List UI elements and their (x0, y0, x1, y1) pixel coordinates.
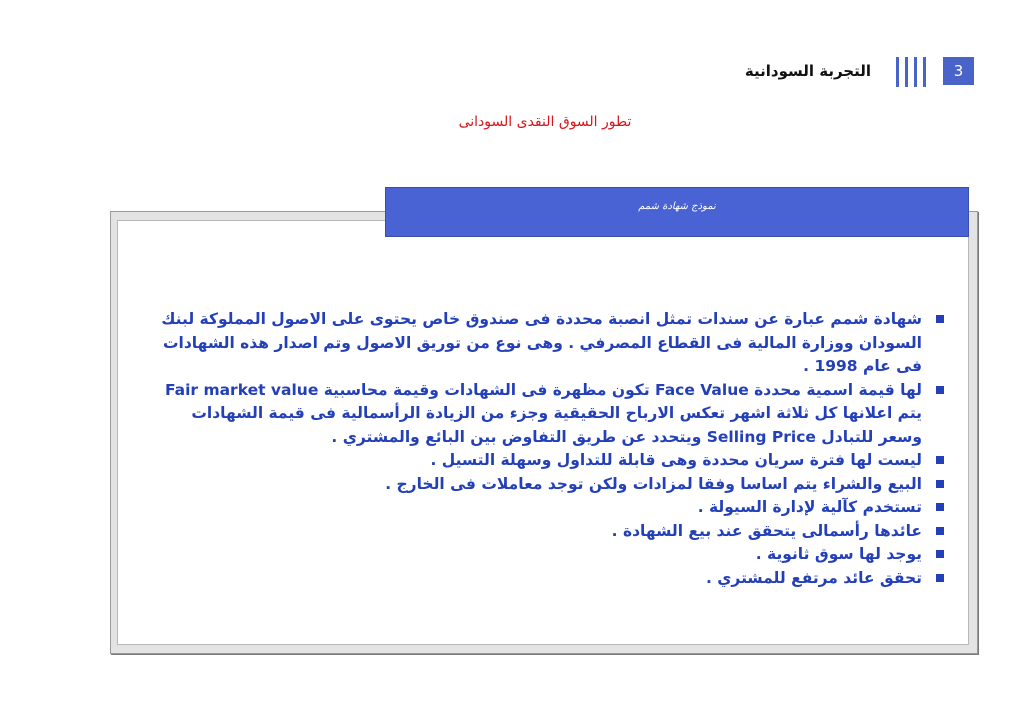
list-item: شهادة شمم عبارة عن سندات تمثل انصبة محددة فى صندوق خاص يحتوى على الاصول المملوكة لبنك السودان ووزارة المالية فى القطاع المصرفي . وهى نوع من توريق الاصول وتم اصدار هذه الشهادات فى عام 1998 . (160, 308, 950, 379)
header-title: التجربة السودانية (744, 62, 871, 80)
bullet-list (160, 308, 950, 590)
list-item: ليست لها فترة سريان محددة وهى قابلة للتداول وسهلة التسيل . (160, 449, 950, 473)
slide-subtitle: تطور السوق النقدى السودانى (458, 114, 632, 130)
decorative-bars (896, 57, 938, 87)
bullet-square-icon (936, 527, 944, 535)
list-item: تستخدم كآلية لإدارة السيولة . (160, 496, 950, 520)
bullet-square-icon (936, 386, 944, 394)
bullet-square-icon (936, 574, 944, 582)
list-item: لها قيمة اسمية محددة Face Value تكون مظهرة فى الشهادات وقيمة محاسبية Fair market value يتم اعلانها كل ثلاثة اشهر تعكس الارباح الحقيقية وجزء من الزيادة الرأسمالية فى قيمة الشهادات وسعر للتبادل Selling Price ويتحدد عن طريق التفاوض بين البائع والمشتري . (160, 379, 950, 450)
list-item: البيع والشراء يتم اساسا وفقا لمزادات ولكن توجد معاملات فى الخارج . (160, 473, 950, 497)
slide-number: 3 (943, 57, 974, 85)
list-item: تحقق عائد مرتفع للمشتري . (160, 567, 950, 591)
list-item: يوجد لها سوق ثانوية . (160, 543, 950, 567)
list-item: عائدها رأسمالى يتحقق عند بيع الشهادة . (160, 520, 950, 544)
certificate-banner: نموذج شهادة شمم (385, 187, 969, 237)
bullet-square-icon (936, 503, 944, 511)
bullet-square-icon (936, 550, 944, 558)
bullet-square-icon (936, 315, 944, 323)
bullet-square-icon (936, 456, 944, 464)
bullet-square-icon (936, 480, 944, 488)
